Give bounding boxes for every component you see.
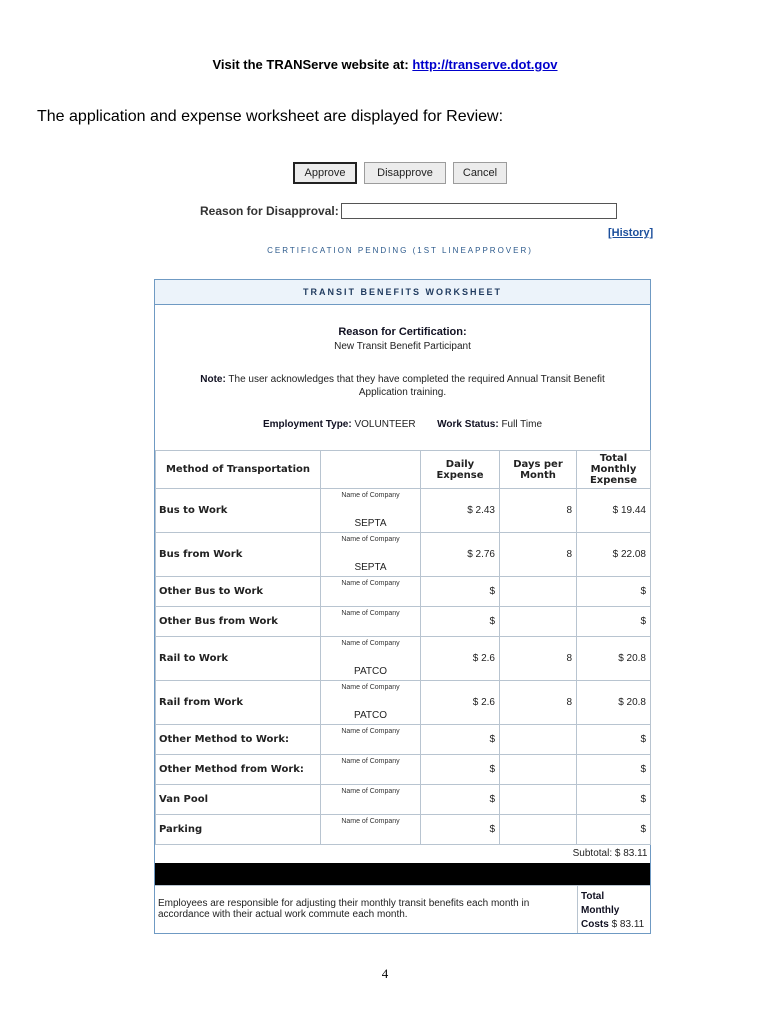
- table-row: Bus from Work Name of Company SEPTA $ 2.76 8 $ 22.08: [156, 533, 651, 577]
- worksheet-title: TRANSIT BENEFITS WORKSHEET: [155, 280, 650, 305]
- reason-heading: Reason for Certification:: [338, 326, 467, 338]
- visit-text: Visit the TRANServe website at:: [212, 57, 409, 72]
- transit-benefits-worksheet: [154, 279, 651, 934]
- total-value: $ 83.11: [611, 918, 645, 930]
- work-status-label: Work Status:: [437, 419, 499, 430]
- col-daily: Daily Expense: [421, 451, 500, 489]
- company-cell[interactable]: Name of Company: [321, 815, 421, 845]
- action-buttons: [293, 162, 507, 184]
- approve-button[interactable]: Approve: [293, 162, 357, 184]
- cancel-button[interactable]: Cancel: [453, 162, 507, 184]
- expense-table: [155, 450, 651, 863]
- employment-type-value: VOLUNTEER: [354, 419, 416, 430]
- website-notice: [0, 57, 770, 72]
- table-row: Rail to Work Name of Company PATCO $ 2.6 8 $ 20.8: [156, 637, 651, 681]
- disapproval-reason-row: [200, 203, 617, 219]
- company-cell[interactable]: Name of Company: [321, 755, 421, 785]
- reason-value: New Transit Benefit Participant: [334, 341, 471, 352]
- table-row: Other Method to Work: Name of Company $ $: [156, 725, 651, 755]
- col-method: Method of Transportation: [156, 451, 321, 489]
- subtotal: Subtotal: $ 83.11: [572, 848, 648, 860]
- worksheet-footer: [155, 885, 650, 933]
- subtotal-row: [156, 845, 651, 863]
- employment-row: [155, 419, 650, 430]
- company-cell[interactable]: Name of Company: [321, 725, 421, 755]
- disapproval-reason-input[interactable]: [341, 203, 617, 219]
- table-row: Other Bus from Work Name of Company $ $: [156, 607, 651, 637]
- intro-text: The application and expense worksheet are displayed for Review:: [37, 108, 504, 125]
- company-cell[interactable]: Name of Company SEPTA: [321, 489, 421, 533]
- company-cell[interactable]: Name of Company PATCO: [321, 637, 421, 681]
- company-cell[interactable]: Name of Company: [321, 607, 421, 637]
- table-row: Other Bus to Work Name of Company $ $: [156, 577, 651, 607]
- company-cell[interactable]: Name of Company SEPTA: [321, 533, 421, 577]
- black-divider-bar: [155, 863, 650, 885]
- table-row: Bus to Work Name of Company SEPTA $ 2.43 8 $ 19.44: [156, 489, 651, 533]
- footer-note: Employees are responsible for adjusting their monthly transit benefits each month in accordance with their actual work commute each month.: [155, 886, 578, 933]
- table-header-row: [156, 451, 651, 489]
- table-row: Van Pool Name of Company $ $: [156, 785, 651, 815]
- note-line-2: Application training.: [358, 387, 447, 398]
- page-number: 4: [381, 966, 389, 981]
- col-total: Total Monthly Expense: [577, 451, 651, 489]
- disapproval-reason-label: Reason for Disapproval:: [200, 204, 339, 218]
- work-status-value: Full Time: [501, 419, 543, 430]
- transerve-link[interactable]: http://transerve.dot.gov: [412, 57, 558, 72]
- table-row: Other Method from Work: Name of Company $ $: [156, 755, 651, 785]
- table-row: Rail from Work Name of Company PATCO $ 2.6 8 $ 20.8: [156, 681, 651, 725]
- company-cell[interactable]: Name of Company: [321, 785, 421, 815]
- total-monthly-costs: Total Monthly Costs $ 83.11: [581, 890, 645, 930]
- note-line-1: [155, 374, 650, 385]
- worksheet-info: [155, 305, 650, 450]
- history-link[interactable]: [History]: [608, 227, 654, 239]
- note-label: Note:: [200, 374, 226, 385]
- disapprove-button[interactable]: Disapprove: [364, 162, 446, 184]
- note-text-1: The user acknowledges that they have completed the required Annual Transit Benefit: [228, 374, 605, 385]
- col-company-spacer: [321, 451, 421, 489]
- employment-type-label: Employment Type:: [262, 419, 352, 430]
- certification-status: CERTIFICATION PENDING (1ST LINEAPPROVER): [267, 246, 533, 255]
- company-cell[interactable]: Name of Company: [321, 577, 421, 607]
- table-row: Parking Name of Company $ $: [156, 815, 651, 845]
- col-days: Days per Month: [500, 451, 577, 489]
- company-cell[interactable]: Name of Company PATCO: [321, 681, 421, 725]
